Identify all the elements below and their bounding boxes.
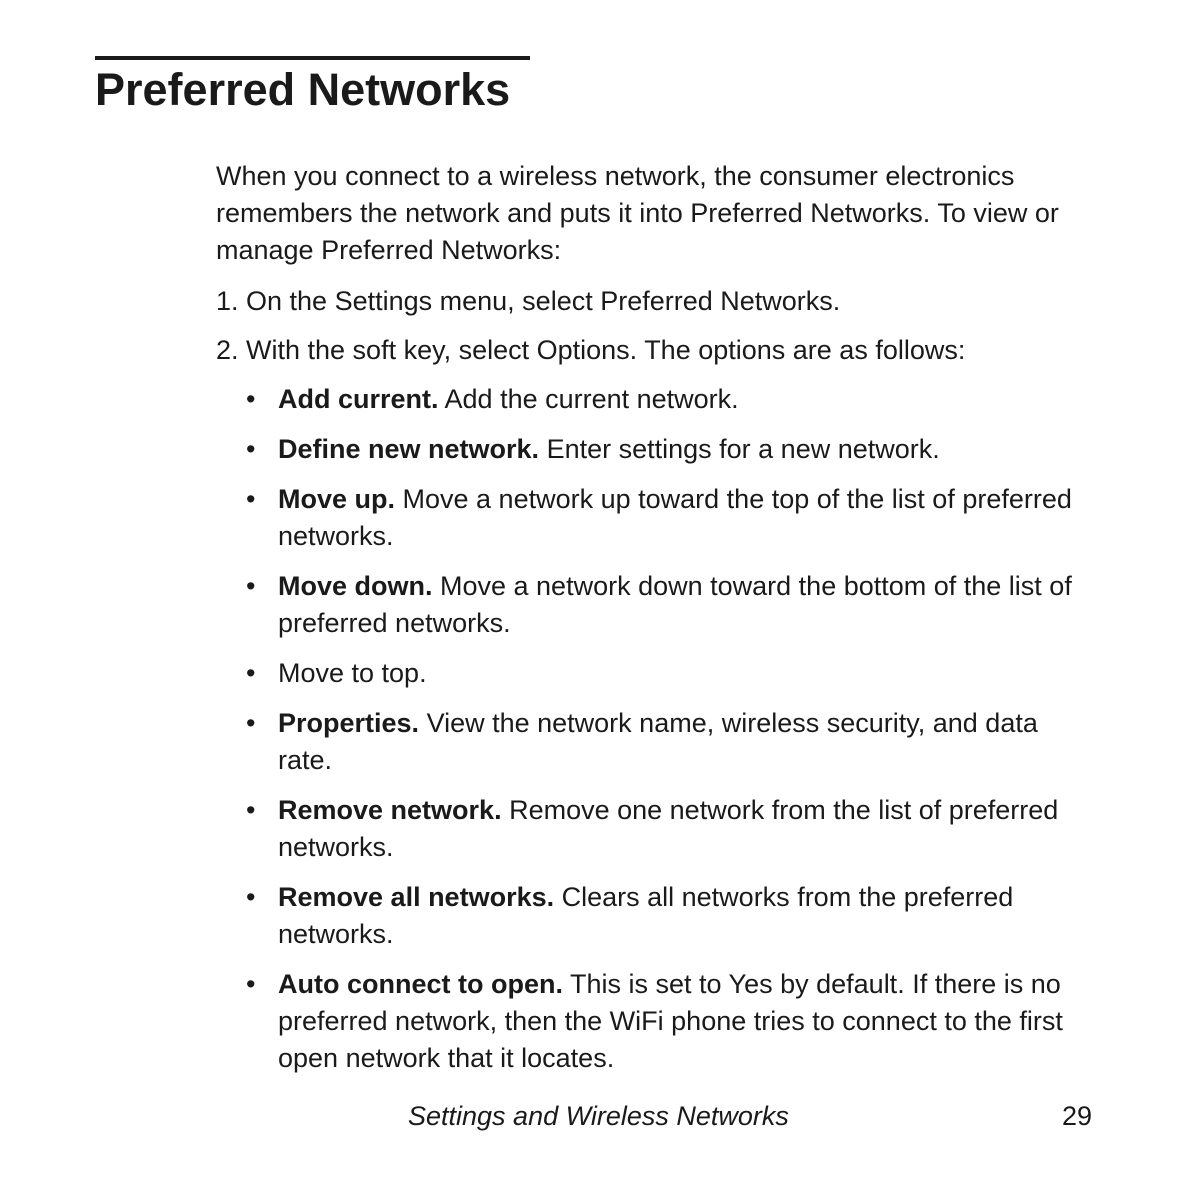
option-desc: This is set to Yes by default. If there is no preferred network, then the WiFi phone tries to connect to the first open network that it locates. — [278, 969, 1063, 1073]
list-item-add-current — [216, 381, 1098, 418]
list-item-remove-network — [216, 792, 1098, 866]
bullet-icon: • — [246, 384, 256, 414]
intro-paragraph: When you connect to a wireless network, the consumer electronics remembers the network and puts it into Preferred Networks. To view or manage Preferred Networks: — [216, 161, 1059, 265]
title-rule — [95, 56, 530, 60]
list-item-properties — [216, 705, 1098, 779]
option-term: Remove all networks. — [278, 882, 555, 912]
option-term: Properties. — [278, 708, 420, 738]
option-desc: Move a network down toward the bottom of the list of preferred networks. — [278, 571, 1072, 638]
option-term: Move up. — [278, 484, 396, 514]
bullet-icon: • — [246, 882, 256, 912]
option-desc: Add the current network. — [438, 384, 739, 414]
step-2: 2. With the soft key, select Options. The options are as follows: — [216, 335, 966, 365]
option-desc: View the network name, wireless security, and data rate. — [278, 708, 1038, 775]
bullet-icon: • — [246, 434, 256, 464]
bullet-icon: • — [246, 571, 256, 601]
step-1: 1. On the Settings menu, select Preferred Networks. — [216, 286, 841, 316]
bullet-icon: • — [246, 795, 256, 825]
page-number: 29 — [1062, 1101, 1093, 1131]
bullet-icon: • — [246, 484, 256, 514]
bullet-icon: • — [246, 969, 256, 999]
option-desc: Enter settings for a new network. — [539, 434, 940, 464]
option-desc: Move a network up toward the top of the list of preferred networks. — [278, 484, 1072, 551]
bullet-icon: • — [246, 658, 256, 688]
option-term: Move down. — [278, 571, 433, 601]
option-term: Remove network. — [278, 795, 502, 825]
list-item-move-to-top — [216, 655, 1098, 692]
footer-section-title: Settings and Wireless Networks — [408, 1101, 789, 1131]
page-footer — [0, 1096, 1191, 1136]
option-term: Define new network. — [278, 434, 540, 464]
list-item-move-up — [216, 481, 1098, 555]
page-body — [216, 158, 1096, 1090]
option-desc: Remove one network from the list of preferred networks. — [278, 795, 1059, 862]
option-desc: Move to top. — [278, 658, 427, 688]
list-item-auto-connect — [216, 966, 1098, 1077]
bullet-icon: • — [246, 708, 256, 738]
option-desc: Clears all networks from the preferred networks. — [278, 882, 1014, 949]
option-term: Add current. — [278, 384, 439, 414]
list-item-move-down — [216, 568, 1098, 642]
list-item-define-new-network — [216, 431, 1098, 468]
options-list — [216, 381, 1096, 1077]
list-item-remove-all-networks — [216, 879, 1098, 953]
option-term: Auto connect to open. — [278, 969, 563, 999]
page-title: Preferred Networks — [95, 64, 511, 115]
